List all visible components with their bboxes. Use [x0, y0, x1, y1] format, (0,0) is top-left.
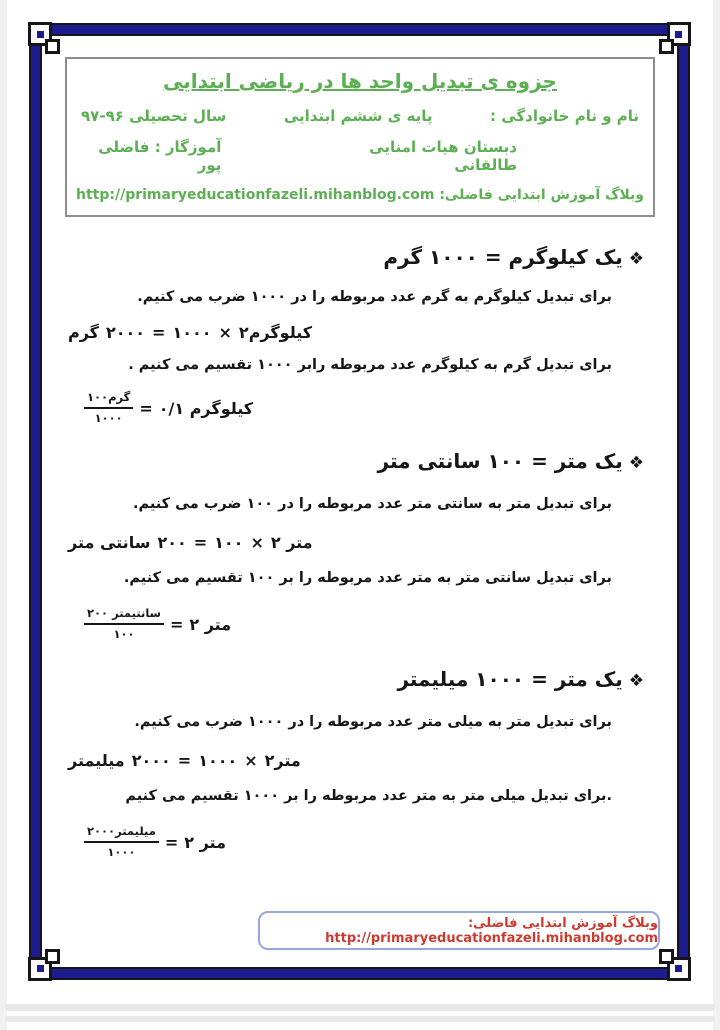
footer-blog-box: [258, 911, 660, 950]
equals-sign: =: [139, 398, 153, 418]
fraction-numerator: ۱۰۰گرم: [84, 390, 133, 409]
section-heading-text: یک کیلوگرم = ۱۰۰۰ گرم: [383, 245, 623, 269]
formula-token: ۱۰۰۰: [198, 751, 238, 770]
formula-token: ×: [218, 323, 232, 342]
formula-token: ۲۰۰: [157, 533, 187, 552]
division-formula: [84, 824, 644, 860]
viewer-margin-right: [713, 0, 720, 1030]
frame-corner-ornament: [657, 22, 691, 56]
fraction-numerator: ۲۰۰۰میلیمتر: [84, 824, 159, 843]
section-heading-text: یک متر = ۱۰۰۰ میلیمتر: [397, 667, 623, 691]
page-break-band: [5, 1004, 715, 1011]
diamond-bullet-icon: ❖: [628, 249, 644, 269]
formula-token: ۲۰۰۰: [105, 323, 146, 342]
teacher-label: آموزگار : فاضلی پور: [98, 138, 222, 174]
fraction: [84, 390, 133, 426]
multiply-rule-text: برای تبدیل کیلوگرم به گرم عدد مربوطه را در ۱۰۰۰ ضرب می کنیم.: [137, 289, 612, 305]
next-page-edge: [5, 1016, 715, 1022]
header-row-school: [75, 138, 645, 174]
division-formula: [84, 390, 644, 426]
divide-rule-text: برای تبدیل گرم به کیلوگرم عدد مربوطه رابر ۱۰۰۰ تقسیم می کنیم .: [128, 357, 612, 373]
fraction-denominator: ۱۰۰۰: [94, 411, 123, 425]
section-meter-to-centimeter: [68, 446, 644, 642]
multiply-rule-text: برای تبدیل متر به سانتی متر عدد مربوطه را در ۱۰۰ ضرب می کنیم.: [132, 496, 612, 512]
formula-token: =: [177, 751, 192, 770]
section-heading: [68, 242, 644, 274]
section-heading-text: یک متر = ۱۰۰ سانتی متر: [377, 449, 623, 473]
formula-token: ۲۰۰۰: [131, 751, 171, 770]
viewer-margin-left: [0, 0, 7, 1030]
fraction-numerator: ۲۰۰ سانتیمتر: [84, 606, 164, 625]
section-meter-to-millimeter: [68, 664, 644, 860]
formula-token: ×: [250, 533, 264, 552]
year-label: سال تحصیلی ۹۶-۹۷: [81, 107, 227, 125]
formula-token: ۲متر: [264, 751, 301, 770]
multiplication-formula: [68, 323, 644, 342]
formula-token: =: [152, 323, 166, 342]
diamond-bullet-icon: ❖: [628, 671, 644, 691]
section-kilogram-to-gram: [68, 242, 644, 426]
header-blog-url[interactable]: وبلاگ آموزش ابتدایی فاضلی: http://primaryeducationfazeli.mihanblog.com: [76, 187, 645, 203]
fraction: [84, 606, 164, 642]
formula-token: گرم: [68, 323, 99, 342]
fraction-result: ۲ متر: [189, 614, 232, 634]
formula-token: ۱۰۰: [214, 533, 244, 552]
fraction-result: ۰/۱ کیلوگرم: [158, 398, 254, 418]
equals-sign: =: [164, 832, 179, 852]
formula-token: =: [193, 533, 208, 552]
formula-token: ۲ متر: [270, 533, 313, 552]
school-label: دبستان هیات امنایی طالقانی: [369, 138, 517, 174]
header-row-blog: [75, 187, 645, 203]
page-title: جزوه ی تبدیل واحد ها در ریاضی ابتدایی: [163, 69, 557, 93]
frame-corner-ornament: [657, 947, 691, 981]
fraction-result: ۲ متر: [184, 832, 226, 852]
equals-sign: =: [169, 614, 184, 634]
name-label: نام و نام خانوادگی :: [490, 107, 639, 125]
header-row-student: [75, 107, 645, 125]
footer-blog-url[interactable]: وبلاگ آموزش ابتدایی فاضلی: http://primaryeducationfazeli.mihanblog.com: [325, 915, 658, 946]
diamond-bullet-icon: ❖: [628, 453, 644, 473]
formula-token: ۲کیلوگرم: [238, 323, 313, 342]
divide-rule-text: برای تبدیل سانتی متر به متر عدد مربوطه را بر ۱۰۰ تقسیم می کنیم.: [123, 570, 612, 586]
grade-label: پایه ی ششم ابتدایی: [283, 107, 433, 125]
document-content: [68, 242, 644, 860]
formula-token: ×: [244, 751, 258, 770]
section-heading: [68, 664, 644, 696]
formula-token: سانتی متر: [68, 533, 151, 552]
header-box: [65, 57, 655, 217]
division-formula: [84, 606, 644, 642]
formula-token: ۱۰۰۰: [172, 323, 212, 342]
multiplication-formula: [68, 533, 644, 552]
divide-rule-text: .برای تبدیل میلی متر به متر عدد مربوطه را بر ۱۰۰۰ تقسیم می کنیم: [125, 788, 612, 804]
section-heading: [68, 446, 644, 478]
multiplication-formula: [68, 751, 644, 770]
fraction: [84, 824, 159, 860]
formula-token: میلیمتر: [68, 751, 125, 770]
fraction-denominator: ۱۰۰۰: [107, 845, 136, 859]
fraction-denominator: ۱۰۰: [113, 627, 135, 641]
frame-corner-ornament: [28, 22, 62, 56]
multiply-rule-text: برای تبدیل متر به میلی متر عدد مربوطه را در ۱۰۰۰ ضرب می کنیم.: [134, 714, 612, 730]
frame-corner-ornament: [28, 947, 62, 981]
